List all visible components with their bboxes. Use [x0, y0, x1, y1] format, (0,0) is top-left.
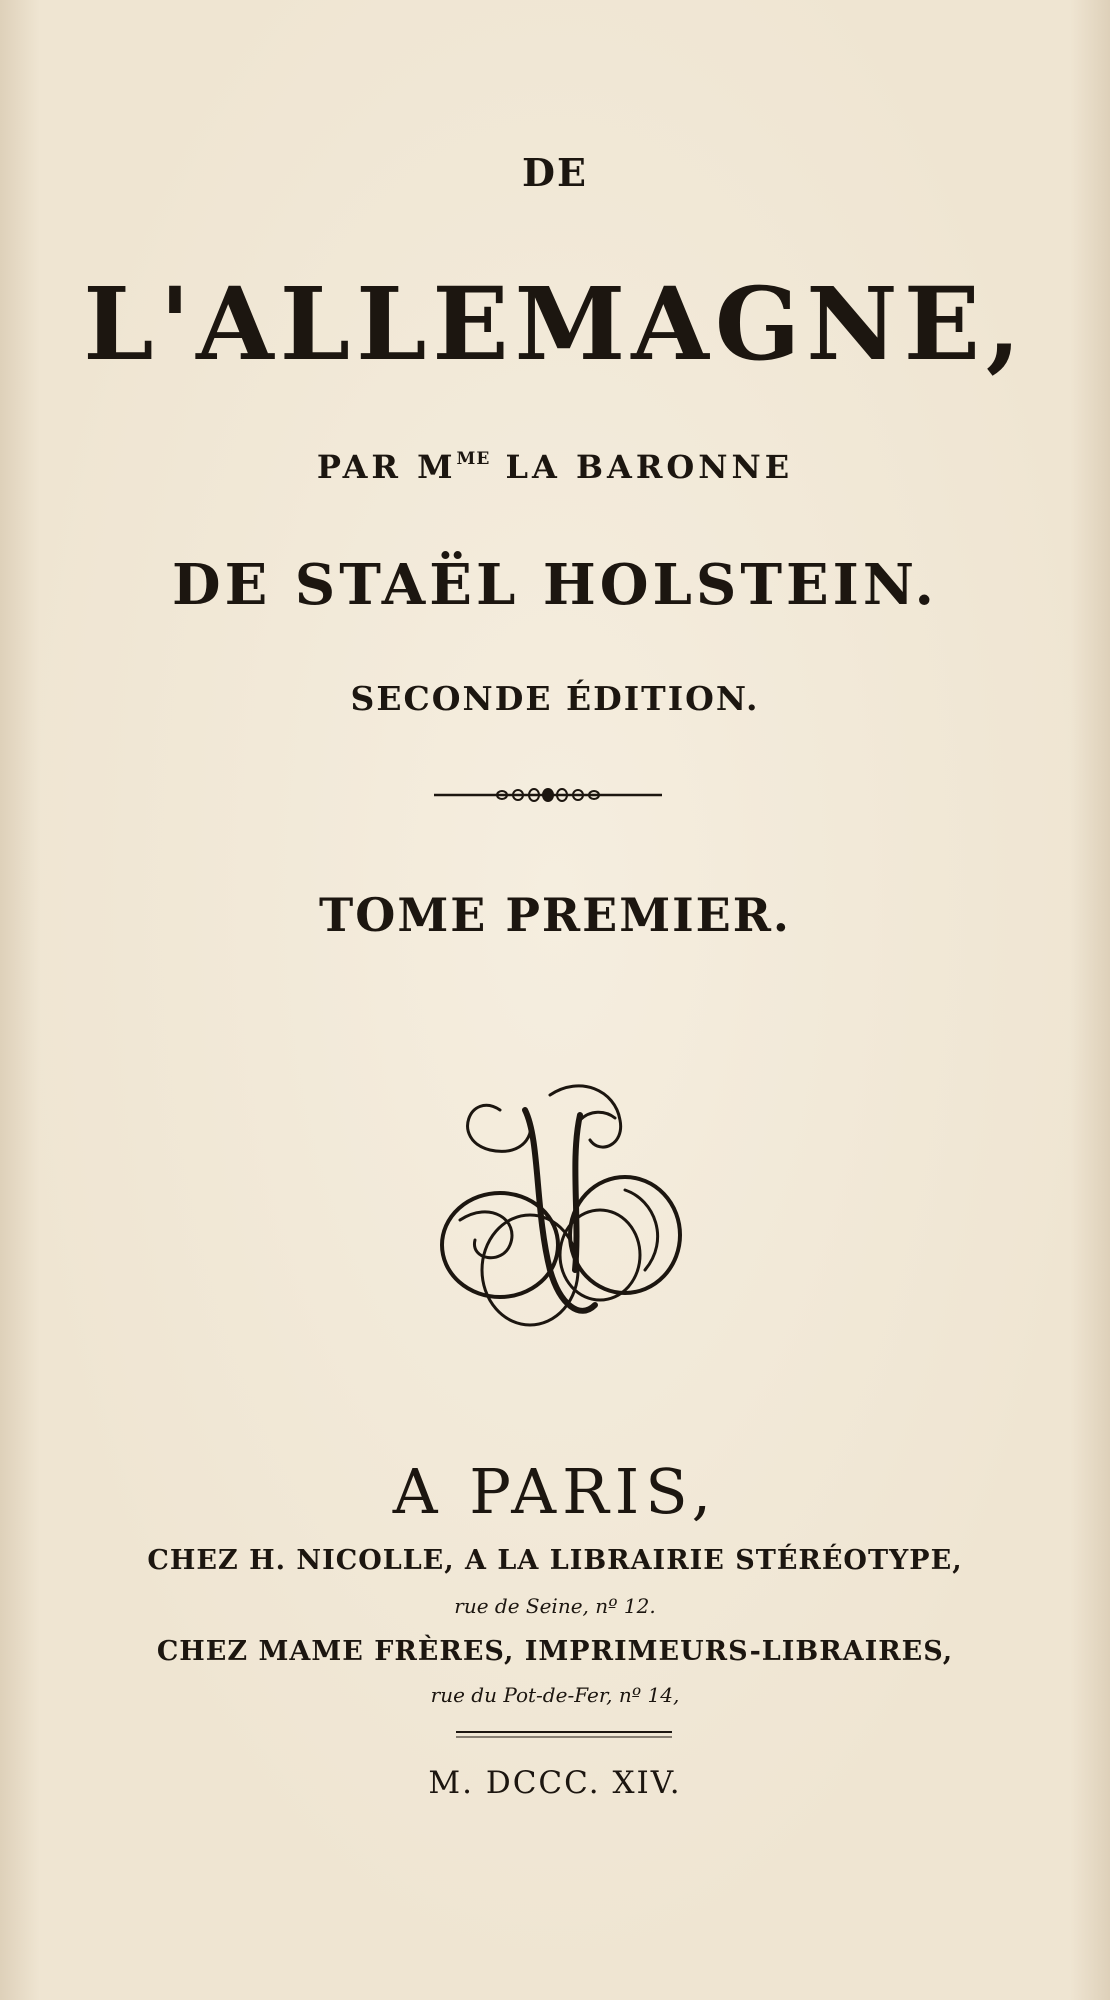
byline [0, 448, 1110, 486]
address-line-1: rue de Seine, nº 12. [454, 1594, 656, 1618]
edition-label: SECONDE ÉDITION. [350, 679, 760, 718]
title-prefix: DE [522, 150, 588, 195]
author-name: DE STAËL HOLSTEIN. [172, 552, 938, 618]
publication-date: M. DCCC. XIV. [428, 1765, 682, 1801]
address-line-2: rue du Pot-de-Fer, nº 14, [430, 1683, 680, 1707]
publisher-line-1: CHEZ H. NICOLLE, A LA LIBRAIRIE STÉRÉOTYPE, [147, 1545, 963, 1576]
byline-suffix: LA BARONNE [490, 448, 794, 486]
imprint-city: A PARIS, [392, 1455, 718, 1528]
book-title: L'ALLEMAGNE, [83, 265, 1027, 383]
publisher-line-2: CHEZ MAME FRÈRES, IMPRIMEURS-LIBRAIRES, [156, 1636, 954, 1667]
ornamental-divider-icon [432, 783, 664, 807]
byline-superscript: ME [456, 449, 491, 469]
monogram-icon [430, 1070, 690, 1340]
volume-label: TOME PREMIER. [319, 888, 791, 942]
imprint-rule [454, 1728, 674, 1740]
byline-prefix: PAR M [316, 448, 457, 486]
